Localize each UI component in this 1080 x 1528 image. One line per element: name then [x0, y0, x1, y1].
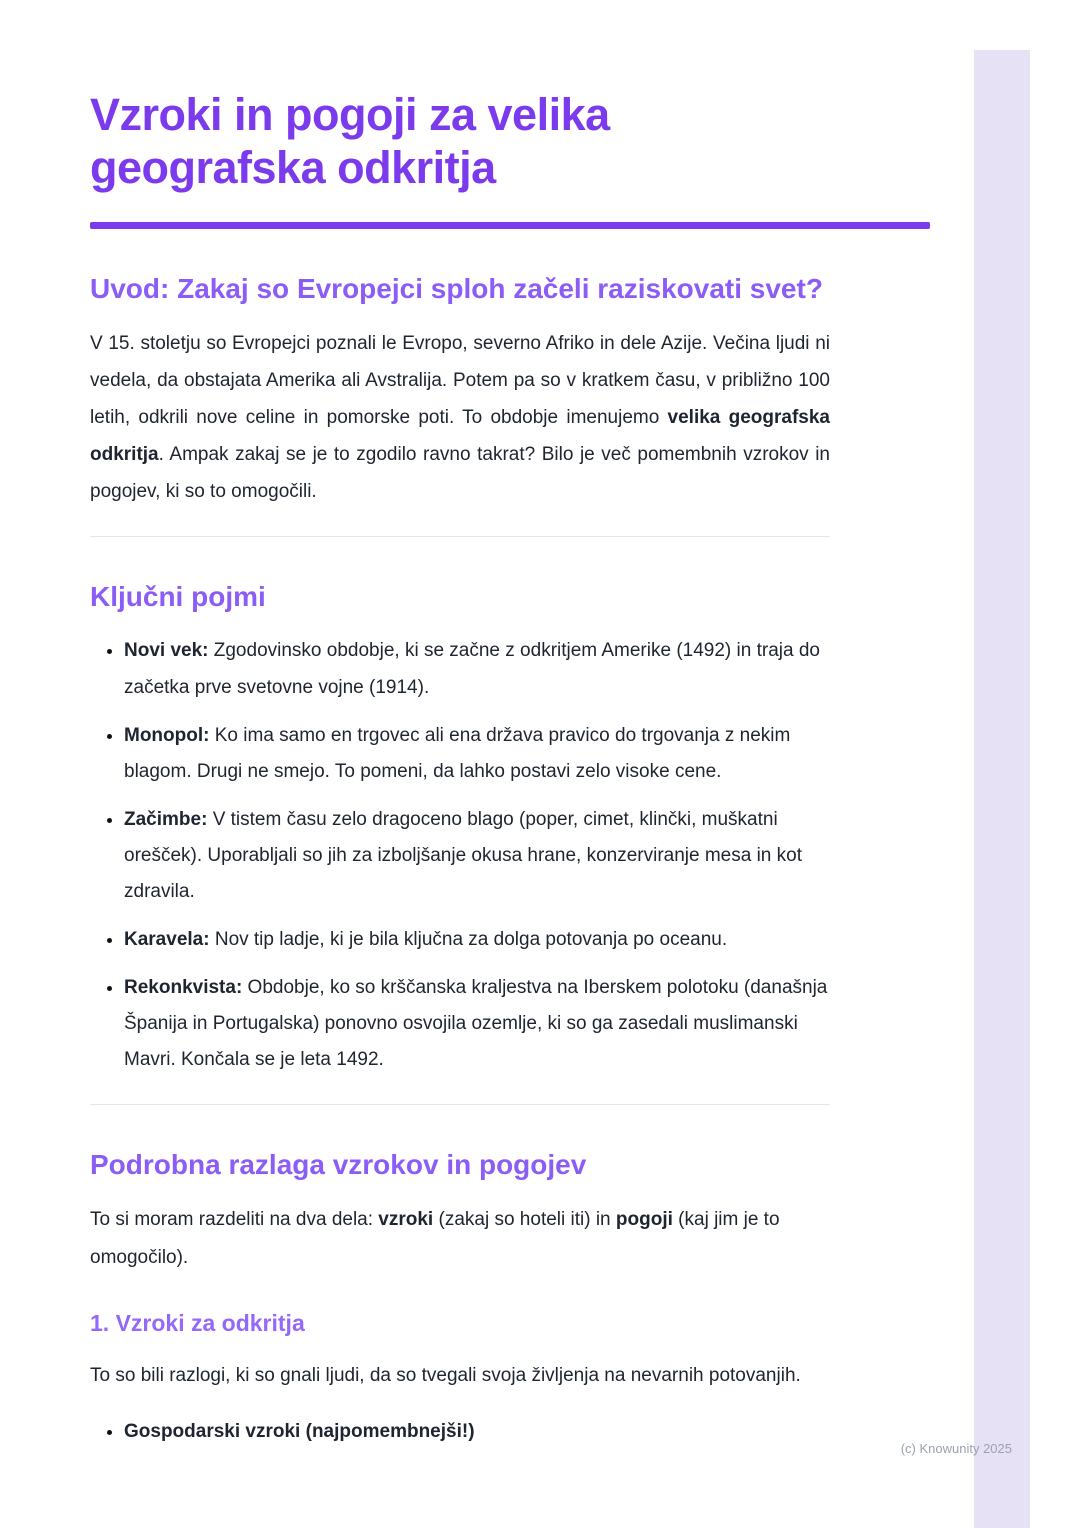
section-causes — [90, 1310, 930, 1450]
key-term-item — [124, 922, 830, 958]
causes-heading: 1. Vzroki za odkritja — [90, 1309, 305, 1336]
title-underline — [90, 222, 930, 229]
key-term-desc: Zgodovinsko obdobje, ki se začne z odkritjem Amerike (1492) in traja do začetka prve svetovne vojne (1914). — [124, 640, 820, 698]
causes-list — [100, 1414, 830, 1450]
key-term-item — [124, 718, 830, 790]
key-term-name: Začimbe: — [124, 808, 208, 830]
side-accent-bar — [974, 50, 1030, 1528]
section-key-terms — [90, 581, 930, 1078]
causes-paragraph: To so bili razlogi, ki so gnali ljudi, da so tvegali svoja življenja na nevarnih potovanjih. — [90, 1364, 801, 1386]
detail-text-pre: To si moram razdeliti na dva dela: — [90, 1209, 379, 1231]
key-term-name: Karavela: — [124, 929, 210, 951]
page-title: Vzroki in pogoji za velika geografska odkritja — [90, 89, 610, 194]
page-content — [90, 0, 930, 1450]
key-term-name: Novi vek: — [124, 640, 209, 662]
key-term-desc: Ko ima samo en trgovec ali ena država pravico do trgovanja z nekim blagom. Drugi ne smejo. To pomeni, da lahko postavi zelo visoke cene. — [124, 724, 791, 782]
section-intro — [90, 273, 930, 510]
detail-text-post: (kaj jim je to omogočilo). — [90, 1209, 780, 1268]
intro-text-post: . Ampak zakaj se je to zgodilo ravno takrat? Bilo je več pomembnih vzrokov in pogojev, ki so to omogočili. — [90, 444, 830, 503]
section-detail — [90, 1149, 930, 1275]
section-divider — [90, 536, 830, 537]
intro-paragraph — [90, 325, 830, 510]
key-term-item — [124, 633, 830, 705]
detail-bold-vzroki: vzroki — [378, 1209, 434, 1231]
copyright-credit: (c) Knowunity 2025 — [900, 1441, 1012, 1456]
causes-list-item — [124, 1414, 830, 1450]
detail-heading: Podrobna razlaga vzrokov in pogojev — [90, 1149, 587, 1181]
detail-text-mid: (zakaj so hoteli iti) in — [433, 1209, 616, 1231]
section-divider — [90, 1104, 830, 1105]
intro-text-pre: V 15. stoletju so Evropejci poznali le Evropo, severno Afriko in dele Azije. Večina ljudi ni vedela, da obstajata Amerika ali Avstralija. Potem pa so v kratkem času, v približno 100 letih, odkrili nove celine in pomorske poti. To obdobje imenujemo — [90, 333, 830, 429]
detail-bold-pogoji: pogoji — [615, 1209, 673, 1231]
causes-bold-item: Gospodarski vzroki (najpomembnejši!) — [124, 1420, 475, 1442]
key-term-desc: Obdobje, ko so krščanska kraljestva na Iberskem polotoku (današnja Španija in Portugalska) ponovno osvojila ozemlje, ki so ga zasedali muslimanski Mavri. Končala se je leta 1492. — [124, 977, 828, 1071]
key-term-name: Monopol: — [124, 724, 210, 746]
key-term-desc: Nov tip ladje, ki je bila ključna za dolga potovanja po oceanu. — [209, 929, 728, 951]
key-term-item — [124, 802, 830, 910]
intro-heading: Uvod: Zakaj so Evropejci sploh začeli raziskovati svet? — [90, 273, 823, 305]
key-term-name: Rekonkvista: — [124, 977, 243, 999]
intro-bold-term: velika geografska odkritja — [90, 407, 830, 466]
key-terms-list — [100, 633, 830, 1078]
key-term-desc: V tistem času zelo dragoceno blago (poper, cimet, klinčki, muškatni orešček). Uporabljali so jih za izboljšanje okusa hrane, konzerviranje mesa in kot zdravila. — [124, 808, 802, 902]
key-term-item — [124, 970, 830, 1078]
detail-paragraph — [90, 1201, 830, 1275]
key-terms-heading: Ključni pojmi — [90, 581, 266, 613]
